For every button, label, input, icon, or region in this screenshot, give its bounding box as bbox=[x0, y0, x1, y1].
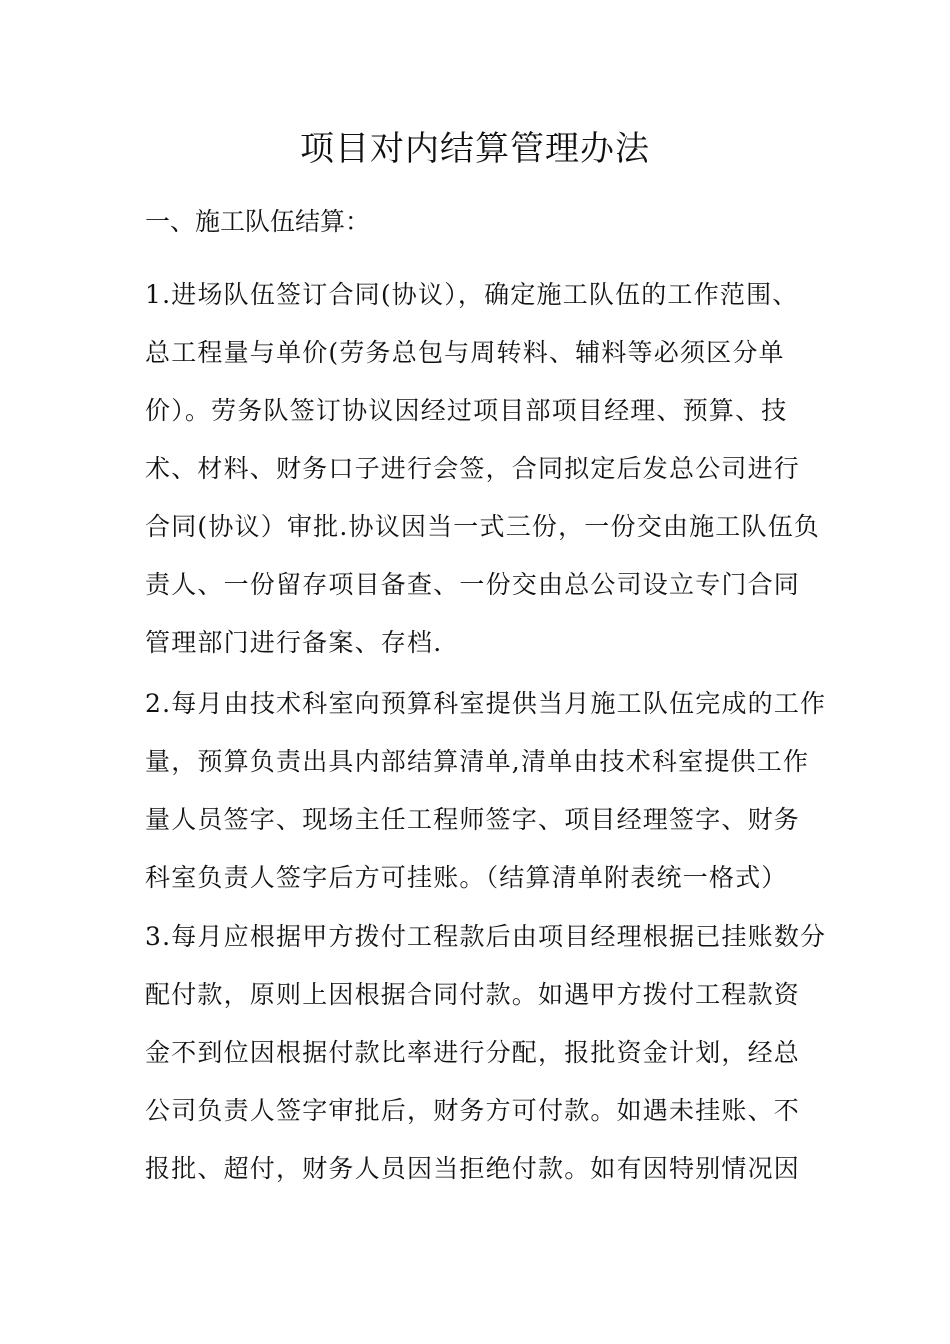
paragraph-line: 术、材料、财务口子进行会签，合同拟定后发总公司进行 bbox=[145, 454, 801, 483]
paragraph-line: 价）。劳务队签订协议因经过项目部项目经理、预算、技 bbox=[145, 396, 788, 425]
paragraph-line: 2.每月由技术科室向预算科室提供当月施工队伍完成的工作 bbox=[145, 689, 827, 718]
document-title: 项目对内结算管理办法 bbox=[300, 129, 650, 169]
paragraph-3 bbox=[145, 908, 827, 1198]
paragraph-line: 1.进场队伍签订合同(协议），确定施工队伍的工作范围、 bbox=[145, 280, 799, 309]
paragraph-1 bbox=[145, 266, 821, 672]
paragraph-line: 合同(协议）审批.协议因当一式三份，一份交由施工队伍负 bbox=[145, 512, 821, 541]
paragraph-line: 管理部门进行备案、存档. bbox=[145, 628, 443, 657]
paragraph-line: 科室负责人签字后方可挂账。（结算清单附表统一格式） bbox=[145, 863, 788, 892]
paragraph-line: 报批、超付，财务人员因当拒绝付款。如有因特别情况因 bbox=[145, 1154, 801, 1183]
paragraph-line: 3.每月应根据甲方拨付工程款后由项目经理根据已挂账数分 bbox=[145, 922, 827, 951]
paragraph-line: 配付款，原则上因根据合同付款。如遇甲方拨付工程款资 bbox=[145, 980, 801, 1009]
paragraph-line: 总工程量与单价(劳务总包与周转料、辅料等必须区分单 bbox=[145, 338, 785, 367]
paragraph-2 bbox=[145, 675, 827, 907]
section-heading: 一、施工队伍结算： bbox=[145, 207, 371, 236]
paragraph-line: 量，预算负责出具内部结算清单,清单由技术科室提供工作 bbox=[145, 747, 810, 776]
paragraph-line: 量人员签字、现场主任工程师签字、项目经理签字、财务 bbox=[145, 805, 801, 834]
paragraph-line: 公司负责人签字审批后，财务方可付款。如遇未挂账、不 bbox=[145, 1096, 801, 1125]
paragraph-line: 金不到位因根据付款比率进行分配，报批资金计划，经总 bbox=[145, 1038, 801, 1067]
paragraph-line: 责人、一份留存项目备查、一份交由总公司设立专门合同 bbox=[145, 570, 801, 599]
